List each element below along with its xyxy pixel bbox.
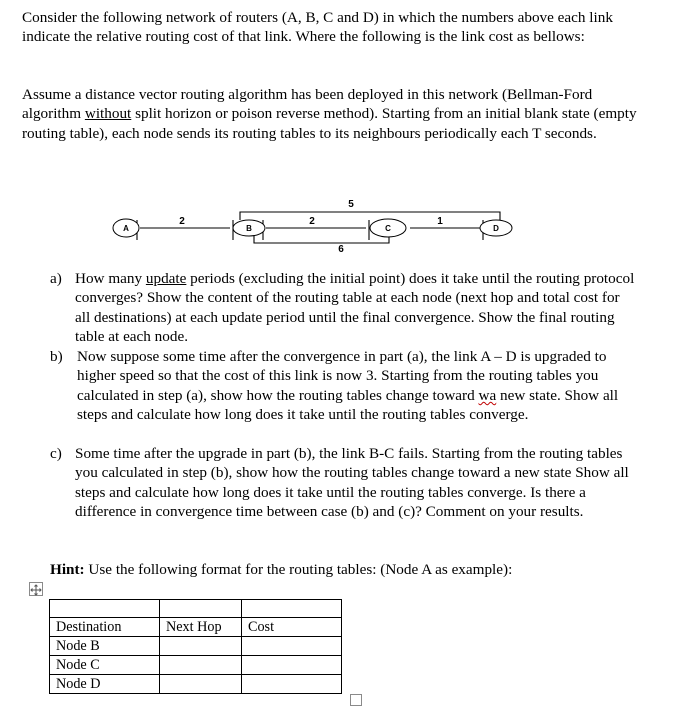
intro-paragraph-2: Assume a distance vector routing algorithm has been deployed in this network (Bellman-Ford algorithm without split horizon or poison reverse method). Starting from an initial blank state (empty routing table), each node sends its routing tables to its neighbours periodically each T seconds.	[22, 86, 637, 142]
node-b	[233, 220, 265, 236]
table-cell[interactable]	[50, 600, 160, 618]
table-row	[50, 656, 342, 675]
cost-label-c-d: 1	[437, 216, 443, 227]
row-next-hop[interactable]	[160, 656, 242, 675]
cost-label-b-c-lower: 6	[338, 244, 344, 255]
node-a	[113, 219, 139, 237]
row-next-hop[interactable]	[160, 675, 242, 694]
header-next-hop[interactable]: Next Hop	[160, 618, 242, 637]
table-row	[50, 637, 342, 656]
node-c-label: C	[385, 224, 391, 233]
question-c-label: c)	[50, 445, 62, 462]
hint-text: Use the following format for the routing tables: (Node A as example):	[84, 561, 513, 578]
row-destination[interactable]: Node B	[50, 637, 160, 656]
row-cost[interactable]	[242, 656, 342, 675]
table-cell[interactable]	[160, 600, 242, 618]
cost-label-a-b: 2	[179, 216, 185, 227]
table-cell[interactable]	[242, 600, 342, 618]
table-resize-handle[interactable]	[350, 694, 362, 706]
question-a-text: How many update periods (excluding the initial point) does it take until the routing protocol converges? Show the content of the routing table at each node (next hop and total cost for all destinations) at each update period until the final convergence. Show the final routing table at each node.	[75, 270, 635, 346]
question-a-label: a)	[50, 270, 62, 287]
table-header-row	[50, 618, 342, 637]
table-row	[50, 675, 342, 694]
row-destination[interactable]: Node C	[50, 656, 160, 675]
node-d	[480, 220, 512, 236]
intro-paragraph-1: Consider the following network of routers (A, B, C and D) in which the numbers above each link indicate the relative routing cost of that link. Where the following is the link cost as bellows:	[22, 9, 613, 46]
question-b-text: Now suppose some time after the convergence in part (a), the link A – D is upgraded to higher speed so that the cost of this link is now 3. Starting from the routing tables you calculated in step (a), show how the routing tables change toward wa new state. Show all steps and calculate how long does it take until the routing tables converge.	[77, 348, 619, 424]
link-b-d-upper	[240, 212, 500, 220]
question-b-label: b)	[50, 348, 63, 365]
row-cost[interactable]	[242, 637, 342, 656]
cost-label-b-d-upper: 5	[348, 199, 354, 210]
hint-label: Hint:	[50, 561, 85, 578]
row-cost[interactable]	[242, 675, 342, 694]
table-row-blank	[50, 600, 342, 618]
node-c	[370, 219, 406, 237]
node-b-label: B	[246, 224, 252, 233]
node-a-label: A	[123, 224, 129, 233]
cost-label-b-c: 2	[309, 216, 315, 227]
move-arrows-icon	[30, 584, 42, 596]
hint-line	[50, 561, 512, 579]
table-move-handle[interactable]	[29, 582, 43, 596]
underlined-update: update	[145, 270, 187, 287]
routing-table	[49, 599, 342, 694]
node-d-label: D	[493, 224, 499, 233]
header-destination[interactable]: Destination	[50, 618, 160, 637]
header-cost[interactable]: Cost	[242, 618, 342, 637]
underlined-without: without	[84, 105, 132, 123]
question-c-text: Some time after the upgrade in part (b), the link B-C fails. Starting from the routing tables you calculated in step (b), show how the routing tables change toward a new state Show all steps and calculate how long does it take until the routing tables converge. Is there a difference in convergence time between case (b) and (c)? Comment on your results.	[75, 445, 629, 521]
row-next-hop[interactable]	[160, 637, 242, 656]
row-destination[interactable]: Node D	[50, 675, 160, 694]
spelling-error-wa[interactable]: wa	[478, 386, 497, 404]
